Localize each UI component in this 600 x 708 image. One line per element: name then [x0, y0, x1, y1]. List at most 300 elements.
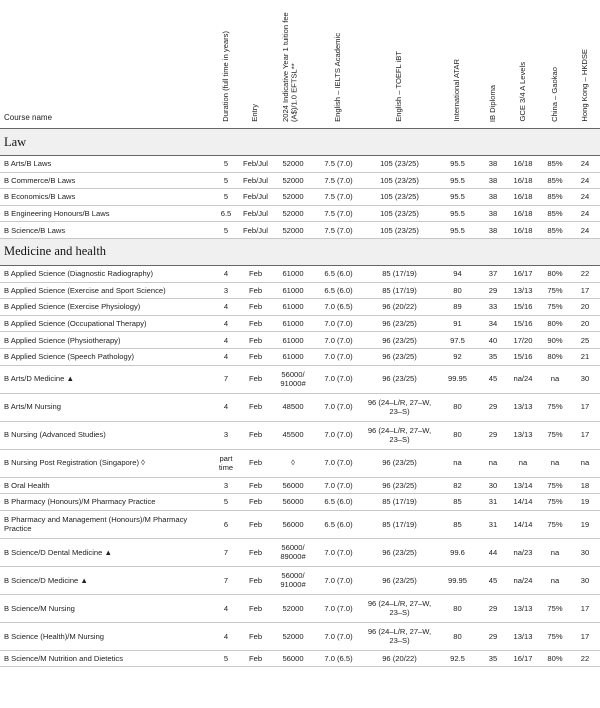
cell-ib: 29 — [480, 393, 506, 421]
header-row — [0, 0, 600, 129]
cell-name: B Nursing (Advanced Studies) — [0, 421, 214, 449]
cell-entry: Feb — [238, 650, 273, 667]
cell-ib: 38 — [480, 222, 506, 239]
cell-fee: 56000/ 91000# — [273, 365, 313, 393]
cell-duration: 4 — [214, 315, 238, 332]
cell-fee: ◊ — [273, 449, 313, 477]
cell-gaokao: 85% — [540, 189, 570, 206]
cell-hkdse: 24 — [570, 189, 600, 206]
cell-duration: 4 — [214, 265, 238, 282]
cell-hkdse: 20 — [570, 315, 600, 332]
cell-gaokao: 75% — [540, 421, 570, 449]
cell-ielts: 7.0 (7.0) — [313, 365, 364, 393]
cell-gaokao: 85% — [540, 172, 570, 189]
cell-atar: 85 — [435, 510, 480, 538]
cell-fee: 52000 — [273, 622, 313, 650]
cell-hkdse: 24 — [570, 172, 600, 189]
cell-ielts: 7.0 (7.0) — [313, 348, 364, 365]
table-row — [0, 205, 600, 222]
cell-toefl: 96 (23/25) — [364, 315, 435, 332]
cell-fee: 45500 — [273, 421, 313, 449]
cell-gce: 16/17 — [506, 265, 540, 282]
cell-entry: Feb — [238, 282, 273, 299]
cell-duration: 5 — [214, 650, 238, 667]
cell-duration: 6.5 — [214, 205, 238, 222]
table-row — [0, 299, 600, 316]
cell-gce: 15/16 — [506, 348, 540, 365]
cell-ib: 38 — [480, 156, 506, 173]
cell-name: B Science/M Nursing — [0, 594, 214, 622]
cell-ib: 31 — [480, 510, 506, 538]
cell-name: B Science/M Nutrition and Dietetics — [0, 650, 214, 667]
cell-gaokao: 85% — [540, 222, 570, 239]
cell-gaokao: na — [540, 566, 570, 594]
table-row — [0, 594, 600, 622]
table-row — [0, 265, 600, 282]
cell-hkdse: 24 — [570, 205, 600, 222]
cell-atar: 80 — [435, 393, 480, 421]
cell-gce: 17/20 — [506, 332, 540, 349]
cell-entry: Feb — [238, 393, 273, 421]
table-row — [0, 650, 600, 667]
cell-toefl: 96 (23/25) — [364, 348, 435, 365]
cell-ib: 33 — [480, 299, 506, 316]
cell-gaokao: 75% — [540, 594, 570, 622]
cell-gaokao: 75% — [540, 510, 570, 538]
cell-ib: 38 — [480, 189, 506, 206]
cell-ielts: 7.0 (7.0) — [313, 393, 364, 421]
cell-hkdse: 30 — [570, 365, 600, 393]
cell-duration: 3 — [214, 421, 238, 449]
cell-toefl: 96 (23/25) — [364, 365, 435, 393]
cell-fee: 52000 — [273, 222, 313, 239]
cell-duration: 6 — [214, 510, 238, 538]
header-gce — [506, 0, 540, 129]
cell-ib: na — [480, 449, 506, 477]
cell-gce: 16/18 — [506, 172, 540, 189]
cell-entry: Feb — [238, 594, 273, 622]
cell-ielts: 7.0 (7.0) — [313, 477, 364, 494]
cell-hkdse: 22 — [570, 265, 600, 282]
header-course-name: Course name — [0, 0, 214, 129]
cell-gce: 14/14 — [506, 510, 540, 538]
cell-entry: Feb — [238, 449, 273, 477]
header-gce-label: GCE 3/4 A Levels — [517, 62, 527, 122]
header-toefl — [364, 0, 435, 129]
cell-name: B Science (Health)/M Nursing — [0, 622, 214, 650]
cell-name: B Arts/D Medicine ▲ — [0, 365, 214, 393]
cell-atar: 99.6 — [435, 538, 480, 566]
cell-atar: 80 — [435, 622, 480, 650]
cell-hkdse: 17 — [570, 622, 600, 650]
section-header-row — [0, 238, 600, 265]
header-duration — [214, 0, 238, 129]
header-entry-label: Entry — [250, 104, 260, 122]
cell-entry: Feb/Jul — [238, 156, 273, 173]
cell-atar: 80 — [435, 421, 480, 449]
cell-entry: Feb — [238, 299, 273, 316]
cell-entry: Feb — [238, 315, 273, 332]
cell-name: B Applied Science (Diagnostic Radiography) — [0, 265, 214, 282]
cell-entry: Feb — [238, 348, 273, 365]
cell-atar: 95.5 — [435, 222, 480, 239]
cell-fee: 48500 — [273, 393, 313, 421]
section-header-row — [0, 129, 600, 156]
cell-entry: Feb/Jul — [238, 222, 273, 239]
cell-ib: 30 — [480, 477, 506, 494]
cell-entry: Feb — [238, 538, 273, 566]
table-row — [0, 477, 600, 494]
cell-ielts: 7.0 (7.0) — [313, 538, 364, 566]
cell-entry: Feb — [238, 265, 273, 282]
cell-atar: 95.5 — [435, 189, 480, 206]
cell-duration: 5 — [214, 172, 238, 189]
cell-name: B Arts/M Nursing — [0, 393, 214, 421]
cell-ielts: 7.5 (7.0) — [313, 205, 364, 222]
cell-ib: 44 — [480, 538, 506, 566]
cell-ib: 29 — [480, 622, 506, 650]
cell-gaokao: na — [540, 449, 570, 477]
table-row — [0, 156, 600, 173]
cell-name: B Arts/B Laws — [0, 156, 214, 173]
cell-fee: 52000 — [273, 594, 313, 622]
cell-name: B Pharmacy (Honours)/M Pharmacy Practice — [0, 494, 214, 511]
cell-toefl: 96 (23/25) — [364, 566, 435, 594]
cell-name: B Applied Science (Speech Pathology) — [0, 348, 214, 365]
table-row — [0, 332, 600, 349]
cell-ielts: 7.5 (7.0) — [313, 222, 364, 239]
cell-ielts: 7.5 (7.0) — [313, 189, 364, 206]
header-entry — [238, 0, 273, 129]
cell-fee: 56000 — [273, 510, 313, 538]
cell-gce: 13/13 — [506, 622, 540, 650]
table-row — [0, 449, 600, 477]
header-hkdse — [570, 0, 600, 129]
header-ielts — [313, 0, 364, 129]
cell-toefl: 96 (23/25) — [364, 332, 435, 349]
cell-ielts: 7.0 (7.0) — [313, 332, 364, 349]
cell-ielts: 7.0 (6.5) — [313, 299, 364, 316]
cell-atar: 92.5 — [435, 650, 480, 667]
cell-fee: 56000/ 91000# — [273, 566, 313, 594]
cell-atar: 95.5 — [435, 156, 480, 173]
cell-entry: Feb — [238, 365, 273, 393]
cell-duration: 5 — [214, 222, 238, 239]
cell-duration: 3 — [214, 282, 238, 299]
cell-ielts: 6.5 (6.0) — [313, 265, 364, 282]
cell-fee: 61000 — [273, 348, 313, 365]
cell-atar: 95.5 — [435, 172, 480, 189]
header-atar — [435, 0, 480, 129]
cell-duration: 4 — [214, 594, 238, 622]
cell-entry: Feb — [238, 510, 273, 538]
cell-atar: 92 — [435, 348, 480, 365]
cell-duration: 5 — [214, 189, 238, 206]
cell-toefl: 85 (17/19) — [364, 282, 435, 299]
cell-toefl: 96 (24–L/R, 27–W, 23–S) — [364, 421, 435, 449]
cell-name: B Engineering Honours/B Laws — [0, 205, 214, 222]
cell-gce: 16/17 — [506, 650, 540, 667]
cell-atar: 82 — [435, 477, 480, 494]
cell-gce: na — [506, 449, 540, 477]
cell-fee: 56000 — [273, 494, 313, 511]
cell-gce: 16/18 — [506, 222, 540, 239]
table-row — [0, 222, 600, 239]
cell-gaokao: 75% — [540, 477, 570, 494]
cell-entry: Feb — [238, 421, 273, 449]
cell-toefl: 96 (23/25) — [364, 477, 435, 494]
cell-hkdse: 24 — [570, 156, 600, 173]
cell-name: B Oral Health — [0, 477, 214, 494]
table-row — [0, 172, 600, 189]
cell-atar: 89 — [435, 299, 480, 316]
cell-duration: 3 — [214, 477, 238, 494]
table-row — [0, 421, 600, 449]
cell-name: B Science/D Medicine ▲ — [0, 566, 214, 594]
header-atar-label: International ATAR — [452, 59, 462, 122]
cell-ielts: 7.5 (7.0) — [313, 156, 364, 173]
cell-atar: na — [435, 449, 480, 477]
cell-name: B Applied Science (Exercise Physiology) — [0, 299, 214, 316]
table-row — [0, 622, 600, 650]
table-row — [0, 282, 600, 299]
cell-name: B Nursing Post Registration (Singapore) ◊ — [0, 449, 214, 477]
cell-ielts: 7.0 (7.0) — [313, 566, 364, 594]
cell-atar: 95.5 — [435, 205, 480, 222]
cell-atar: 91 — [435, 315, 480, 332]
cell-ib: 35 — [480, 650, 506, 667]
cell-gce: 13/14 — [506, 477, 540, 494]
cell-toefl: 96 (24–L/R, 27–W, 23–S) — [364, 594, 435, 622]
cell-entry: Feb/Jul — [238, 172, 273, 189]
cell-duration: 4 — [214, 332, 238, 349]
cell-gce: 13/13 — [506, 421, 540, 449]
cell-gaokao: 80% — [540, 315, 570, 332]
cell-atar: 94 — [435, 265, 480, 282]
cell-gce: 15/16 — [506, 299, 540, 316]
table-row — [0, 365, 600, 393]
cell-toefl: 96 (23/25) — [364, 449, 435, 477]
cell-gaokao: 80% — [540, 265, 570, 282]
cell-ib: 29 — [480, 282, 506, 299]
cell-fee: 56000 — [273, 477, 313, 494]
cell-ib: 31 — [480, 494, 506, 511]
cell-gaokao: 90% — [540, 332, 570, 349]
cell-toefl: 96 (24–L/R, 27–W, 23–S) — [364, 393, 435, 421]
cell-entry: Feb/Jul — [238, 189, 273, 206]
cell-name: B Applied Science (Exercise and Sport Science) — [0, 282, 214, 299]
cell-atar: 99.95 — [435, 566, 480, 594]
cell-hkdse: 20 — [570, 299, 600, 316]
header-gaokao — [540, 0, 570, 129]
header-duration-label: Duration (full time in years) — [220, 31, 230, 122]
header-fee-label: 2024 Indicative Year 1 tuition fee (A$)/1.0 EFTSL** — [281, 12, 299, 122]
cell-ib: 29 — [480, 594, 506, 622]
cell-name: B Applied Science (Occupational Therapy) — [0, 315, 214, 332]
cell-atar: 85 — [435, 494, 480, 511]
cell-fee: 52000 — [273, 156, 313, 173]
cell-toefl: 105 (23/25) — [364, 172, 435, 189]
header-ielts-label: English – IELTS Academic — [333, 33, 343, 122]
cell-entry: Feb/Jul — [238, 205, 273, 222]
cell-ielts: 7.0 (7.0) — [313, 449, 364, 477]
cell-gaokao: na — [540, 365, 570, 393]
cell-gce: 13/13 — [506, 282, 540, 299]
cell-ielts: 7.0 (7.0) — [313, 421, 364, 449]
cell-hkdse: 30 — [570, 566, 600, 594]
cell-toefl: 96 (23/25) — [364, 538, 435, 566]
cell-hkdse: 22 — [570, 650, 600, 667]
cell-gce: na/24 — [506, 365, 540, 393]
cell-fee: 56000/ 89000# — [273, 538, 313, 566]
cell-gaokao: 75% — [540, 393, 570, 421]
cell-ib: 45 — [480, 566, 506, 594]
cell-hkdse: 25 — [570, 332, 600, 349]
cell-toefl: 105 (23/25) — [364, 156, 435, 173]
table-row — [0, 393, 600, 421]
cell-gce: na/24 — [506, 566, 540, 594]
cell-gce: 15/16 — [506, 315, 540, 332]
cell-ib: 38 — [480, 205, 506, 222]
cell-ib: 35 — [480, 348, 506, 365]
cell-ib: 29 — [480, 421, 506, 449]
cell-fee: 56000 — [273, 650, 313, 667]
cell-entry: Feb — [238, 494, 273, 511]
cell-hkdse: na — [570, 449, 600, 477]
cell-duration: 7 — [214, 538, 238, 566]
table-row — [0, 566, 600, 594]
cell-atar: 99.95 — [435, 365, 480, 393]
cell-hkdse: 18 — [570, 477, 600, 494]
cell-ielts: 6.5 (6.0) — [313, 494, 364, 511]
header-gaokao-label: China – Gaokao — [549, 67, 559, 122]
cell-gce: 16/18 — [506, 205, 540, 222]
cell-gaokao: 80% — [540, 650, 570, 667]
cell-duration: 7 — [214, 566, 238, 594]
cell-entry: Feb — [238, 477, 273, 494]
cell-fee: 52000 — [273, 205, 313, 222]
cell-duration: 4 — [214, 348, 238, 365]
cell-fee: 61000 — [273, 299, 313, 316]
cell-hkdse: 17 — [570, 594, 600, 622]
cell-ielts: 7.5 (7.0) — [313, 172, 364, 189]
cell-ielts: 6.5 (6.0) — [313, 510, 364, 538]
section-title: Medicine and health — [0, 238, 600, 265]
cell-gaokao: 75% — [540, 494, 570, 511]
cell-gaokao: 85% — [540, 205, 570, 222]
cell-toefl: 105 (23/25) — [364, 222, 435, 239]
cell-toefl: 96 (20/22) — [364, 299, 435, 316]
cell-name: B Pharmacy and Management (Honours)/M Pharmacy Practice — [0, 510, 214, 538]
cell-gce: 16/18 — [506, 156, 540, 173]
cell-entry: Feb — [238, 622, 273, 650]
table-row — [0, 538, 600, 566]
table-row — [0, 189, 600, 206]
cell-fee: 61000 — [273, 332, 313, 349]
cell-atar: 97.5 — [435, 332, 480, 349]
cell-duration: 7 — [214, 365, 238, 393]
cell-name: B Applied Science (Physiotherapy) — [0, 332, 214, 349]
table-row — [0, 510, 600, 538]
cell-hkdse: 19 — [570, 494, 600, 511]
cell-ielts: 7.0 (7.0) — [313, 315, 364, 332]
table-row — [0, 348, 600, 365]
cell-ielts: 6.5 (6.0) — [313, 282, 364, 299]
cell-toefl: 105 (23/25) — [364, 205, 435, 222]
cell-fee: 61000 — [273, 265, 313, 282]
cell-gce: 16/18 — [506, 189, 540, 206]
header-ib — [480, 0, 506, 129]
cell-gce: 13/13 — [506, 393, 540, 421]
cell-ib: 40 — [480, 332, 506, 349]
cell-gaokao: 80% — [540, 348, 570, 365]
cell-toefl: 96 (20/22) — [364, 650, 435, 667]
cell-hkdse: 19 — [570, 510, 600, 538]
cell-atar: 80 — [435, 594, 480, 622]
cell-name: B Economics/B Laws — [0, 189, 214, 206]
cell-hkdse: 17 — [570, 282, 600, 299]
cell-ib: 45 — [480, 365, 506, 393]
cell-ielts: 7.0 (6.5) — [313, 650, 364, 667]
table-row — [0, 494, 600, 511]
cell-gce: 13/13 — [506, 594, 540, 622]
cell-hkdse: 30 — [570, 538, 600, 566]
table-row — [0, 315, 600, 332]
cell-fee: 61000 — [273, 282, 313, 299]
cell-duration: 5 — [214, 156, 238, 173]
cell-ib: 37 — [480, 265, 506, 282]
cell-gaokao: na — [540, 538, 570, 566]
cell-gaokao: 75% — [540, 299, 570, 316]
cell-duration: 5 — [214, 494, 238, 511]
cell-name: B Commerce/B Laws — [0, 172, 214, 189]
cell-toefl: 85 (17/19) — [364, 265, 435, 282]
cell-fee: 52000 — [273, 189, 313, 206]
cell-duration: 4 — [214, 622, 238, 650]
cell-hkdse: 17 — [570, 393, 600, 421]
header-ib-label: IB Diploma — [487, 84, 497, 122]
cell-ielts: 7.0 (7.0) — [313, 622, 364, 650]
section-title: Law — [0, 129, 600, 156]
cell-duration: part time — [214, 449, 238, 477]
cell-toefl: 96 (24–L/R, 27–W, 23–S) — [364, 622, 435, 650]
header-fee — [273, 0, 313, 129]
cell-entry: Feb — [238, 332, 273, 349]
cell-hkdse: 17 — [570, 421, 600, 449]
cell-gaokao: 85% — [540, 156, 570, 173]
cell-ib: 38 — [480, 172, 506, 189]
cell-entry: Feb — [238, 566, 273, 594]
header-toefl-label: English – TOEFL iBT — [394, 51, 404, 122]
cell-toefl: 85 (17/19) — [364, 510, 435, 538]
cell-toefl: 85 (17/19) — [364, 494, 435, 511]
cell-gce: 14/14 — [506, 494, 540, 511]
table-body — [0, 129, 600, 667]
cell-gaokao: 75% — [540, 622, 570, 650]
cell-duration: 4 — [214, 299, 238, 316]
cell-toefl: 105 (23/25) — [364, 189, 435, 206]
cell-name: B Science/B Laws — [0, 222, 214, 239]
cell-fee: 52000 — [273, 172, 313, 189]
header-hkdse-label: Hong Kong – HKDSE — [579, 49, 589, 122]
cell-gaokao: 75% — [540, 282, 570, 299]
cell-hkdse: 24 — [570, 222, 600, 239]
cell-atar: 80 — [435, 282, 480, 299]
cell-duration: 4 — [214, 393, 238, 421]
cell-gce: na/23 — [506, 538, 540, 566]
cell-hkdse: 21 — [570, 348, 600, 365]
cell-ielts: 7.0 (7.0) — [313, 594, 364, 622]
